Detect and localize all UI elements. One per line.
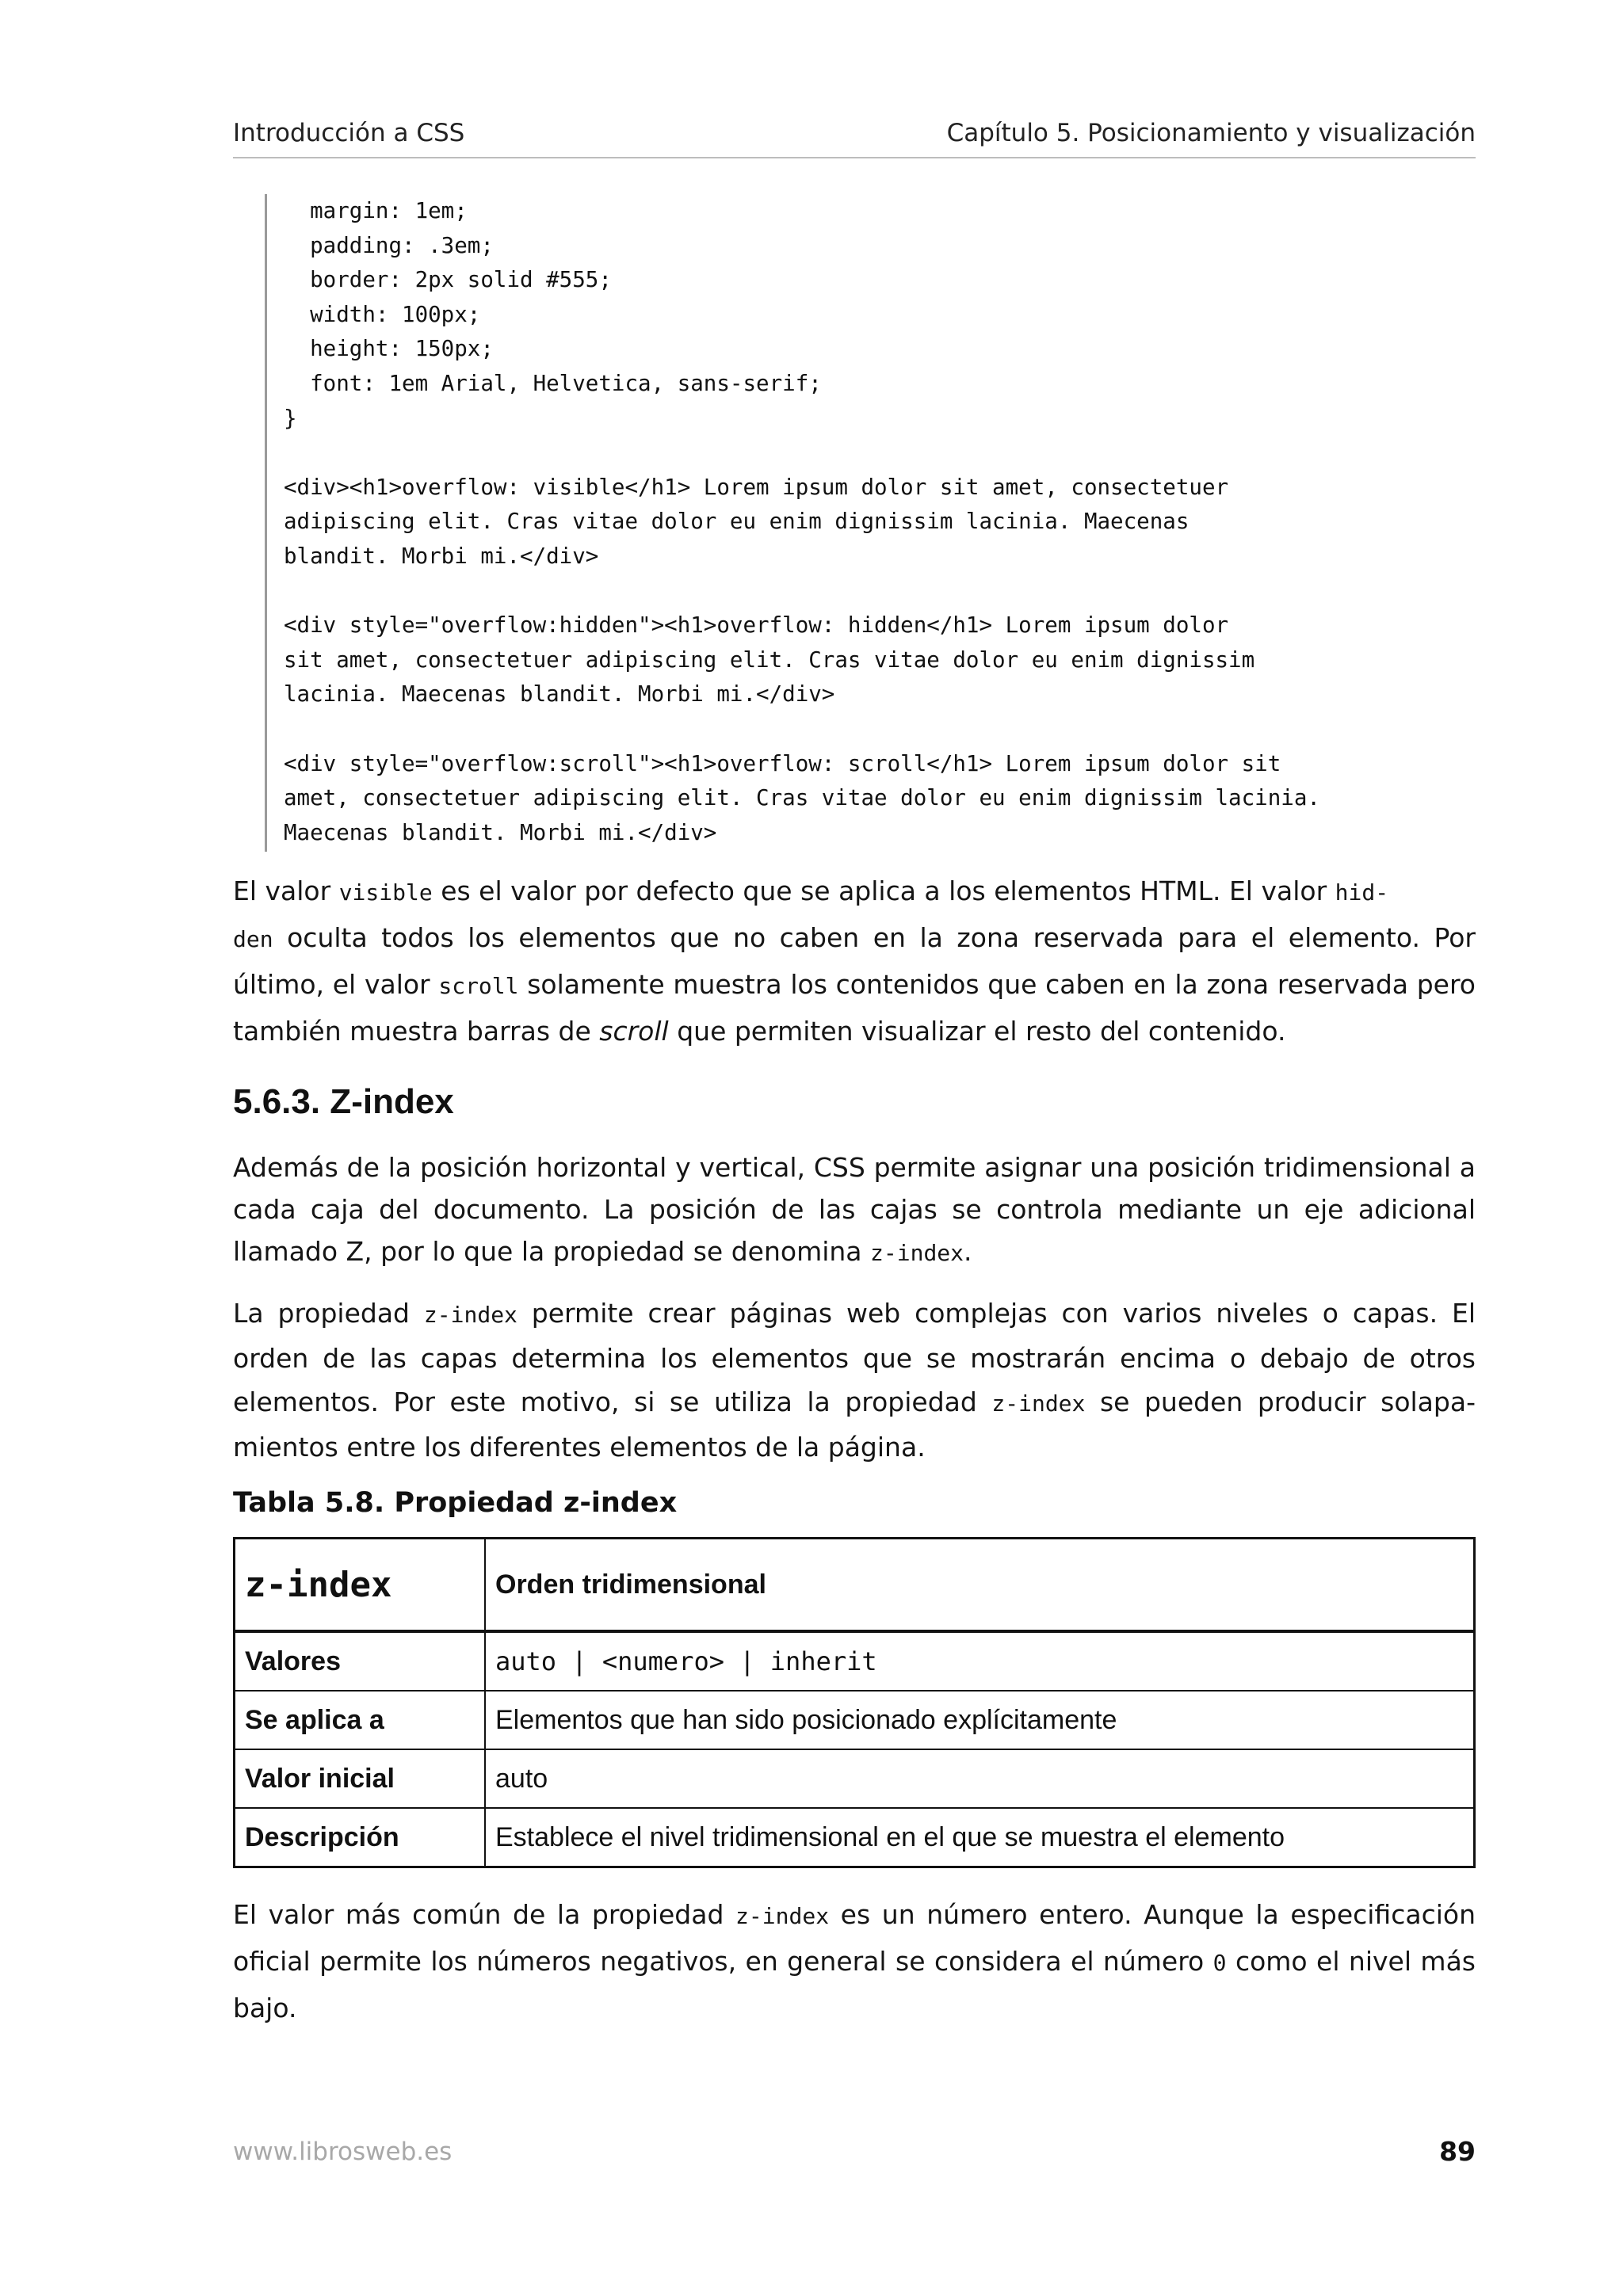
code-line: adipiscing elit. Cras vitae dolor eu enim dignissim lacinia. Maecenas [284, 509, 1190, 535]
code-line: amet, consectetuer adipiscing elit. Cras vitae dolor eu enim dignissim lacinia. [284, 785, 1320, 811]
inline-code-visible: visible [338, 879, 433, 906]
table-row-value: Establece el nivel tridimensional en el que se muestra el elemento [485, 1808, 1475, 1867]
table-row [235, 1691, 1475, 1749]
inline-code-zero: 0 [1212, 1950, 1227, 1976]
table-row [235, 1808, 1475, 1867]
table-header-row [235, 1539, 1475, 1632]
page-header [233, 119, 1476, 158]
code-line: width: 100px; [284, 301, 481, 327]
table-row-key: Valores [235, 1631, 486, 1691]
code-line: border: 2px solid #555; [284, 267, 612, 293]
page-number: 89 [1439, 2136, 1476, 2167]
inline-code-zindex: z-index [735, 1903, 830, 1929]
paragraph-zindex-intro: Además de la posición horizontal y vertical, CSS permite asignar una posición tridimensional a cada caja del documento. La posición de las cajas se controla mediante un eje adicional llamado Z, por lo que la propiedad se denomina z-index. [233, 1152, 1476, 1267]
paragraph-zindex-layers: La propiedad z-index permite crear páginas web complejas con varios niveles o capas. El orden de las capas determina los elementos que se mostrarán encima o debajo de otros elementos. Por este motivo, si se utiliza la propiedad z-index se pueden producir solapamientos entre los diferentes elementos de la página. [233, 1298, 1476, 1463]
table-header-property: z-index [235, 1539, 486, 1632]
inline-code-hidden: hid- den [233, 879, 1389, 952]
emphasis-scroll: scroll [599, 1016, 669, 1047]
table-row-key: Se aplica a [235, 1691, 486, 1749]
header-chapter-title: Capítulo 5. Posicionamiento y visualización [946, 119, 1476, 147]
section-title: 5.6.3. Z-index [233, 1082, 454, 1121]
table-row [235, 1749, 1475, 1808]
table-header-description: Orden tridimensional [485, 1539, 1475, 1632]
table-row-value: Elementos que han sido posicionado explícitamente [485, 1691, 1475, 1749]
table-row-value: auto | <numero> | inherit [485, 1631, 1475, 1691]
code-line: <div style="overflow:hidden"><h1>overflow: hidden</h1> Lorem ipsum dolor [284, 612, 1229, 639]
code-line: blandit. Morbi mi.</div> [284, 543, 599, 569]
code-line: padding: .3em; [284, 232, 494, 258]
code-line: Maecenas blandit. Morbi mi.</div> [284, 819, 717, 845]
code-line: margin: 1em; [284, 198, 468, 223]
inline-code-zindex: z-index [423, 1302, 517, 1328]
table-caption: Tabla 5.8. Propiedad z-index [233, 1487, 678, 1519]
footer-website: www.librosweb.es [233, 2138, 453, 2166]
code-line: lacinia. Maecenas blandit. Morbi mi.</div> [284, 681, 835, 707]
table-row-key: Descripción [235, 1808, 486, 1867]
table-row-key: Valor inicial [235, 1749, 486, 1808]
property-table [233, 1537, 1476, 1868]
code-line: } [284, 405, 297, 431]
code-line: height: 150px; [284, 336, 494, 362]
code-block [265, 194, 1476, 852]
header-book-title: Introducción a CSS [233, 119, 465, 147]
inline-code-scroll: scroll [438, 973, 519, 999]
paragraph-zindex-values: El valor más común de la propiedad z-index es un número entero. Aunque la especificación oficial permite los números negativos, en general se considera el número 0 como el nivel más bajo. [233, 1899, 1476, 2023]
inline-code-zindex: z-index [870, 1240, 964, 1266]
code-line: font: 1em Arial, Helvetica, sans-serif; [284, 370, 822, 396]
table-row-value: auto [485, 1749, 1475, 1808]
paragraph-overflow-values: El valor visible es el valor por defecto que se aplica a los elementos HTML. El valor hid- den oculta todos los elementos que no caben en la zona reservada para el elemento. Por último, el valor scroll solamente muestra los contenidos que caben en la zona reservada pero también muestra barras de scroll que permiten visualizar el resto del contenido. [233, 875, 1476, 1047]
code-line: <div><h1>overflow: visible</h1> Lorem ipsum dolor sit amet, consectetuer [284, 474, 1229, 500]
code-line: <div style="overflow:scroll"><h1>overflow: scroll</h1> Lorem ipsum dolor sit [284, 750, 1281, 776]
table-row [235, 1631, 1475, 1691]
code-line: sit amet, consectetuer adipiscing elit. Cras vitae dolor eu enim dignissim [284, 646, 1255, 673]
inline-code-zindex: z-index [991, 1390, 1086, 1417]
